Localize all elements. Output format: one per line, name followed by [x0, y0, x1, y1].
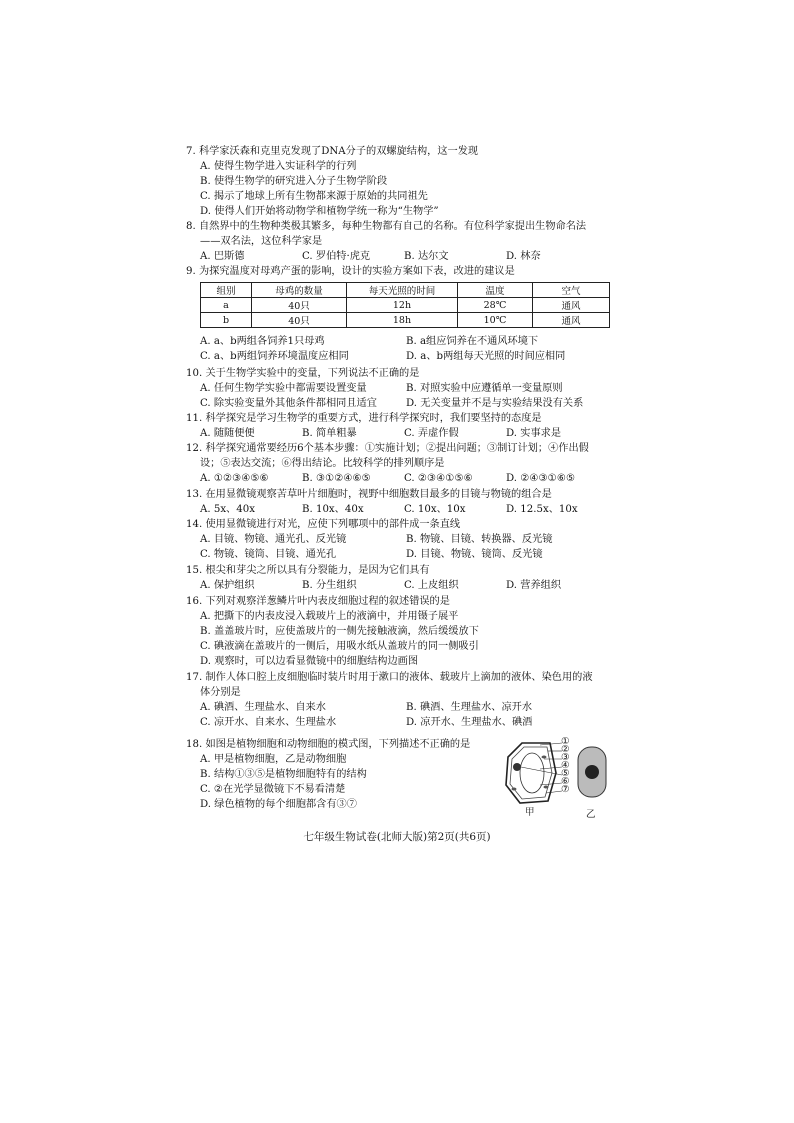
plant-nucleus — [513, 763, 521, 771]
table-cell: 28℃ — [458, 298, 533, 313]
question-stem: 17. 制作人体口腔上皮细胞临时装片时用于漱口的液体、载玻片上滴加的液体、染色用的液 — [186, 672, 593, 683]
question-stem: 14. 使用显微镜进行对光，应使下列哪项中的部件成一条直线 — [186, 519, 461, 530]
table-cell: 40只 — [252, 313, 347, 328]
option-d: D. ②④③①⑥⑤ — [506, 473, 576, 484]
table-cell: 通风 — [533, 298, 610, 313]
question-stem: 9. 为探究温度对母鸡产蛋的影响，设计的实验方案如下表，改进的建议是 — [186, 266, 515, 277]
option-a: A. 目镜、物镜、通光孔、反光镜 — [200, 534, 347, 545]
option-b: B. 对照实验中应遵循单一变量原则 — [406, 383, 563, 394]
table-cell: 40只 — [252, 298, 347, 313]
option-b: B. 简单粗暴 — [302, 428, 357, 439]
table-cell: 通风 — [533, 313, 610, 328]
option-c: C. 上皮组织 — [404, 580, 459, 591]
question-stem-cont: 设；⑤表达交流；⑥得出结论。比较科学的排列顺序是 — [200, 458, 445, 469]
marker-3: ③ — [561, 752, 570, 763]
marker-1: ① — [561, 736, 570, 747]
question-7 — [186, 144, 626, 219]
question-15 — [186, 563, 626, 593]
option-b: B. 分生组织 — [302, 580, 357, 591]
animal-nucleus — [585, 765, 599, 779]
question-9-options — [186, 334, 626, 364]
question-11 — [186, 411, 626, 441]
option-a: A. 使得生物学进入实证科学的行列 — [200, 161, 357, 172]
question-stem: 10. 关于生物学实验中的变量，下列说法不正确的是 — [186, 368, 420, 379]
vacuole — [520, 753, 544, 793]
table-header: 每天光照的时间 — [347, 283, 458, 298]
option-b: B. 盖盖玻片时，应使盖玻片的一侧先接触液滴，然后缓缓放下 — [200, 626, 479, 637]
figure-label-plant: 甲 — [525, 807, 535, 818]
option-d: D. 观察时，可以边看显微镜中的细胞结构边画图 — [200, 656, 419, 667]
experiment-table — [200, 282, 610, 328]
option-d: D. 实事求是 — [506, 428, 562, 439]
question-10 — [186, 366, 626, 411]
question-8 — [186, 219, 626, 264]
marker-7: ⑦ — [561, 784, 570, 795]
option-d: D. 营养组织 — [506, 580, 562, 591]
chloroplast — [544, 786, 549, 789]
question-14 — [186, 517, 626, 562]
option-b: B. 物镜、目镜、转换器、反光镜 — [406, 534, 553, 545]
option-d: D. 绿色植物的每个细胞都含有③⑦ — [200, 799, 357, 810]
question-9 — [186, 264, 626, 279]
table-row — [201, 313, 610, 328]
question-stem: 13. 在用显微镜观察苦草叶片细胞时，视野中细胞数目最多的目镜与物镜的组合是 — [186, 489, 552, 500]
option-a: A. 巴斯德 — [200, 251, 245, 262]
option-c: C. ②③④①⑤⑥ — [404, 473, 473, 484]
table-cell: 10℃ — [458, 313, 533, 328]
option-a: A. a、b两组各饲养1只母鸡 — [200, 336, 325, 347]
option-d: D. 12.5x、10x — [506, 504, 578, 515]
table-header: 温度 — [458, 283, 533, 298]
leader-line — [546, 791, 562, 793]
option-b: B. 碘酒、生理盐水、凉开水 — [406, 702, 533, 713]
question-stem-cont: ——双名法，这位科学家是 — [200, 236, 323, 247]
cell-diagram — [500, 736, 610, 820]
option-c: C. a、b两组饲养环境温度应相同 — [200, 351, 349, 362]
marker-6: ⑥ — [561, 776, 570, 787]
table-cell: 18h — [347, 313, 458, 328]
question-stem: 11. 科学探究是学习生物学的重要方式，进行科学探究时，我们要坚持的态度是 — [186, 413, 542, 424]
marker-2: ② — [561, 744, 570, 755]
question-stem: 7. 科学家沃森和克里克发现了DNA分子的双螺旋结构，这一发现 — [186, 146, 479, 157]
option-d: D. 目镜、物镜、镜筒、反光镜 — [406, 549, 543, 560]
option-b: B. 10x、40x — [302, 504, 364, 515]
option-c: C. 10x、10x — [404, 504, 466, 515]
option-b: B. 使得生物学的研究进入分子生物学阶段 — [200, 176, 388, 187]
option-c: C. 凉开水、自来水、生理盐水 — [200, 717, 337, 728]
option-c: C. 弄虚作假 — [404, 428, 459, 439]
question-stem: 18. 如图是植物细胞和动物细胞的模式图，下列描述不正确的是 — [186, 739, 471, 750]
question-17 — [186, 670, 626, 730]
option-a: A. 任何生物学实验中都需要设置变量 — [200, 383, 367, 394]
question-12 — [186, 441, 626, 486]
chloroplast — [542, 756, 547, 759]
figure-label-animal: 乙 — [586, 809, 596, 820]
option-c: C. 罗伯特·虎克 — [302, 251, 371, 262]
question-18 — [186, 737, 506, 812]
table-cell: a — [201, 298, 252, 313]
table-header: 空气 — [533, 283, 610, 298]
table-header: 组别 — [201, 283, 252, 298]
option-d: D. 无关变量并不是与实验结果没有关系 — [406, 398, 584, 409]
marker-5: ⑤ — [561, 768, 570, 779]
option-c: C. 揭示了地球上所有生物都来源于原始的共同祖先 — [200, 191, 428, 202]
table-cell: b — [201, 313, 252, 328]
page-footer: 七年级生物试卷(北师大版)第2页(共6页) — [303, 831, 491, 843]
table-row — [201, 298, 610, 313]
option-d: D. a、b两组每天光照的时间应相同 — [406, 351, 566, 362]
option-a: A. 随随便便 — [200, 428, 255, 439]
option-c: C. 除实验变量外其他条件都相同且适宜 — [200, 398, 377, 409]
question-13 — [186, 487, 626, 517]
option-a: A. 碘酒、生理盐水、自来水 — [200, 702, 326, 713]
table-cell: 12h — [347, 298, 458, 313]
marker-4: ④ — [561, 760, 570, 771]
option-a: A. 5x、40x — [200, 504, 255, 515]
question-stem: 15. 根尖和芽尖之所以具有分裂能力，是因为它们具有 — [186, 565, 430, 576]
option-d: D. 使得人们开始将动物学和植物学统一称为“生物学” — [200, 206, 439, 217]
option-a: A. 把撕下的内表皮浸入载玻片上的液滴中，并用镊子展平 — [200, 611, 459, 622]
option-c: C. 碘液滴在盖玻片的一侧后，用吸水纸从盖玻片的同一侧吸引 — [200, 641, 479, 652]
question-stem: 12. 科学探究通常要经历6个基本步骤：①实施计划；②提出问题；③制订计划；④作出假 — [186, 443, 589, 454]
cell-diagram-svg — [500, 737, 610, 809]
option-b: B. a组应饲养在不通风环境下 — [406, 336, 539, 347]
option-c: C. 物镜、镜筒、目镜、通光孔 — [200, 549, 337, 560]
question-stem: 8. 自然界中的生物种类极其繁多，每种生物都有自己的名称。有位科学家提出生物命名法 — [186, 221, 587, 232]
option-d: D. 林奈 — [506, 251, 541, 262]
leader-line — [540, 783, 562, 785]
table-header: 母鸡的数量 — [252, 283, 347, 298]
question-stem-cont: 体分别是 — [200, 687, 241, 698]
option-a: A. 保护组织 — [200, 580, 255, 591]
question-16 — [186, 594, 626, 669]
option-a: A. 甲是植物细胞，乙是动物细胞 — [200, 754, 347, 765]
chloroplast — [512, 788, 517, 791]
option-c: C. ②在光学显微镜下不易看清楚 — [200, 784, 346, 795]
option-a: A. ①②③④⑤⑥ — [200, 473, 269, 484]
option-b: B. ③①②④⑥⑤ — [302, 473, 371, 484]
option-d: D. 凉开水、生理盐水、碘酒 — [406, 717, 533, 728]
option-b: B. 结构①③⑤是植物细胞特有的结构 — [200, 769, 367, 780]
question-stem: 16. 下列对观察洋葱鳞片叶内表皮细胞过程的叙述错误的是 — [186, 596, 450, 607]
table-header-row — [201, 283, 610, 298]
option-b: B. 达尔文 — [404, 251, 449, 262]
